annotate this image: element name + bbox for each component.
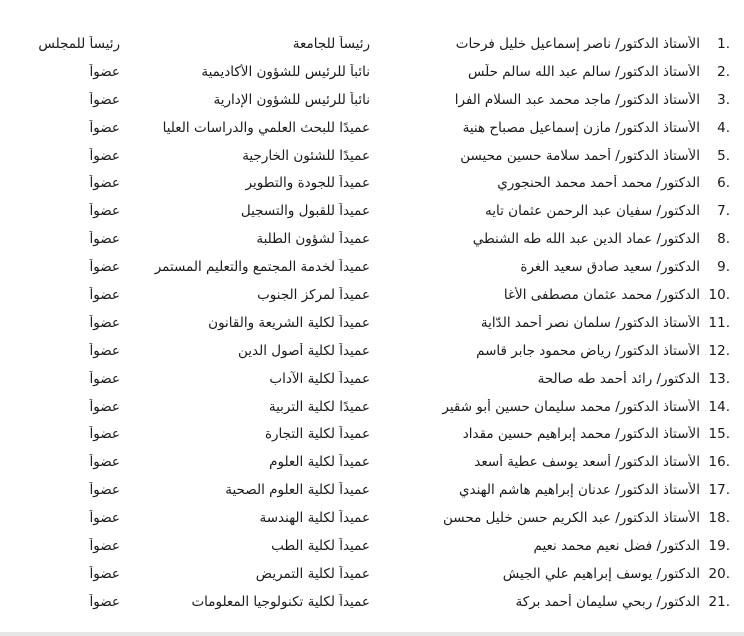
list-item <box>0 448 744 476</box>
member-role: عضواً <box>89 454 120 471</box>
member-position: عميداً لكلية الآداب <box>269 370 370 387</box>
member-role: عضواً <box>89 426 120 443</box>
member-position: عميداً للجودة والتطوير <box>245 175 370 192</box>
member-position: عميداً لشؤون الطلبة <box>256 231 370 248</box>
member-position: عميدًا لكلية التربية <box>268 398 370 415</box>
member-position: عميداً لخدمة المجتمع والتعليم المستمر <box>154 259 370 276</box>
member-name: الأستاذ الدكتور/ أسعد يوسف عطية أسعد <box>474 454 700 471</box>
member-name: الأستاذ الدكتور/ أحمد سلامة حسين محيسن <box>460 147 700 164</box>
member-position: عميداً لكلية العلوم <box>269 454 370 471</box>
member-position: عميداً لكلية أصول الدين <box>238 342 370 359</box>
member-role: عضواً <box>89 119 120 136</box>
member-role: عضواً <box>89 398 120 415</box>
member-position: عميداً لكلية الهندسة <box>259 510 370 527</box>
member-number: 20. <box>708 565 730 582</box>
member-number: 11. <box>708 314 730 331</box>
member-name: الدكتور/ فضل نعيم محمد نعيم <box>533 537 700 554</box>
member-name: الأستاذ الدكتور/ مازن إسماعيل مصباح هنية <box>462 119 700 136</box>
member-number: 14. <box>708 398 730 415</box>
member-name: الأستاذ الدكتور/ محمد سليمان حسين أبو شقير <box>442 398 700 415</box>
member-role: عضواً <box>89 147 120 164</box>
member-number: 19. <box>708 537 730 554</box>
member-number: 4. <box>717 119 730 136</box>
member-role: عضواً <box>89 231 120 248</box>
member-position: عميداً لكلية تكنولوجيا المعلومات <box>191 593 370 610</box>
member-role: عضواً <box>89 203 120 220</box>
list-item <box>0 114 744 142</box>
member-role: عضواً <box>89 91 120 108</box>
member-position: رئيساً للجامعة <box>292 35 370 52</box>
list-item <box>0 588 744 616</box>
list-item <box>0 30 744 58</box>
member-position: عميداً لكلية التمريض <box>255 565 370 582</box>
member-name: الدكتور/ يوسف إبراهيم علي الجيش <box>502 565 700 582</box>
list-item <box>0 169 744 197</box>
member-role: عضواً <box>89 259 120 276</box>
member-name: الأستاذ الدكتور/ سالم عبد الله سالم حلّس <box>467 63 700 80</box>
member-name: الأستاذ الدكتور/ عدنان إبراهيم هاشم الهندي <box>458 482 700 499</box>
member-position: عميداً لمركز الجنوب <box>257 286 370 303</box>
member-number: 13. <box>708 370 730 387</box>
member-role: عضواً <box>89 510 120 527</box>
list-item <box>0 560 744 588</box>
member-role: عضواً <box>89 482 120 499</box>
member-name: الأستاذ الدكتور/ رياض محمود جابر قاسم <box>476 342 700 359</box>
member-name: الدكتور/ رائد أحمد طه صالحة <box>537 370 700 387</box>
member-number: 10. <box>708 286 730 303</box>
member-position: عميداً لكلية العلوم الصحية <box>225 482 370 499</box>
member-role: عضواً <box>89 175 120 192</box>
list-item <box>0 86 744 114</box>
member-name: الدكتور/ ربحي سليمان أحمد بركة <box>515 593 700 610</box>
list-item <box>0 253 744 281</box>
member-number: 3. <box>717 91 730 108</box>
list-item <box>0 420 744 448</box>
member-number: 8. <box>717 231 730 248</box>
member-role: عضواً <box>89 342 120 359</box>
member-name: الأستاذ الدكتور/ ماجد محمد عبد السلام الفرا <box>454 91 700 108</box>
member-position: نائباً للرئيس للشؤون الإدارية <box>213 91 370 108</box>
member-number: 7. <box>717 203 730 220</box>
member-name: الأستاذ الدكتور/ عبد الكريم حسن خليل محسن <box>443 510 700 527</box>
list-item <box>0 365 744 393</box>
list-item <box>0 309 744 337</box>
member-position: نائباً للرئيس للشؤون الأكاديمية <box>201 63 370 80</box>
list-item <box>0 281 744 309</box>
member-name: الأستاذ الدكتور/ سلمان نصر أحمد الدّاية <box>480 314 700 331</box>
member-name: الدكتور/ محمد عثمان مصطفى الأغا <box>503 286 700 303</box>
member-number: 21. <box>708 593 730 610</box>
member-position: عميدًا للبحث العلمي والدراسات العليا <box>162 119 370 136</box>
list-item <box>0 393 744 421</box>
member-role: عضواً <box>89 565 120 582</box>
member-role: رئيساً للمجلس <box>38 35 120 52</box>
member-role: عضواً <box>89 286 120 303</box>
council-members-list <box>0 30 744 616</box>
member-position: عميدًا للشئون الخارجية <box>242 147 370 164</box>
member-name: الدكتور/ محمد أحمد محمد الحنجوري <box>497 175 700 192</box>
member-role: عضواً <box>89 314 120 331</box>
member-number: 12. <box>708 342 730 359</box>
list-item <box>0 225 744 253</box>
member-number: 9. <box>717 259 730 276</box>
member-number: 1. <box>717 35 730 52</box>
member-name: الدكتور/ عماد الدين عبد الله طه الشنطي <box>472 231 700 248</box>
member-position: عميداً للقبول والتسجيل <box>240 203 370 220</box>
member-number: 15. <box>708 426 730 443</box>
member-role: عضواً <box>89 593 120 610</box>
member-name: الأستاذ الدكتور/ ناصر إسماعيل خليل فرحات <box>455 35 700 52</box>
member-name: الأستاذ الدكتور/ محمد إبراهيم حسين مقداد <box>462 426 700 443</box>
member-number: 16. <box>708 454 730 471</box>
member-role: عضواً <box>89 370 120 387</box>
member-role: عضواً <box>89 63 120 80</box>
member-name: الدكتور/ سعيد صادق سعيد الغرة <box>520 259 700 276</box>
list-item <box>0 504 744 532</box>
member-position: عميداً لكلية الطب <box>271 537 370 554</box>
member-number: 18. <box>708 510 730 527</box>
list-item <box>0 142 744 170</box>
member-number: 5. <box>717 147 730 164</box>
list-item <box>0 58 744 86</box>
member-name: الدكتور/ سفيان عبد الرحمن عثمان تايه <box>485 203 700 220</box>
member-role: عضواً <box>89 537 120 554</box>
member-position: عميداً لكلية التجارة <box>264 426 370 443</box>
member-number: 17. <box>708 482 730 499</box>
member-number: 6. <box>717 175 730 192</box>
list-item <box>0 337 744 365</box>
list-item <box>0 197 744 225</box>
member-position: عميداً لكلية الشريعة والقانون <box>208 314 370 331</box>
list-item <box>0 532 744 560</box>
member-number: 2. <box>717 63 730 80</box>
bottom-divider <box>0 632 744 636</box>
list-item <box>0 476 744 504</box>
